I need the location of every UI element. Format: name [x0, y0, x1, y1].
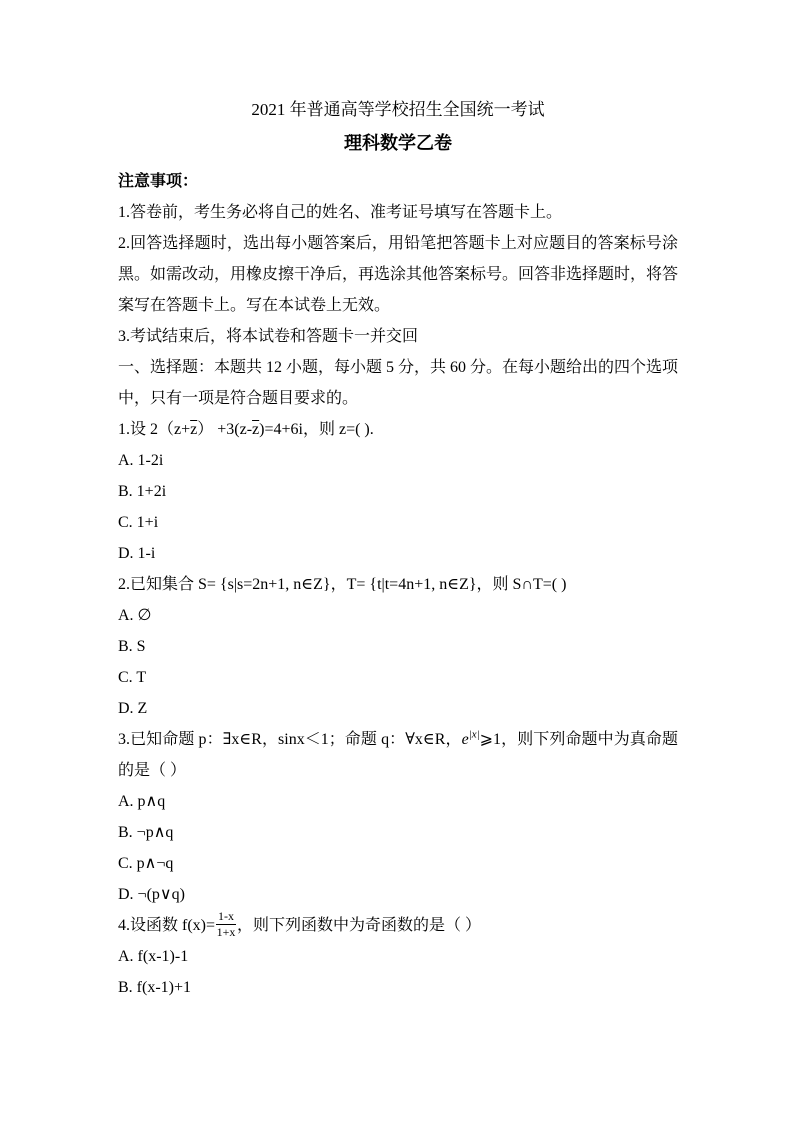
- question-2-option-C: C. T: [118, 669, 147, 686]
- stem-text: ⩾1，则下列命题中为真命题的是（ ）: [118, 731, 678, 779]
- math-overline: $\overline{z}$: [190, 421, 198, 438]
- stem-text: ，则下列函数中为奇函数的是（ ）: [237, 917, 482, 934]
- notice-heading: 注意事项：: [118, 173, 199, 190]
- question-3-option-A: A. p∧q: [118, 793, 166, 810]
- stem-text: )=4+6i，则 z=( ).: [259, 421, 374, 438]
- question-1-stem: [118, 414, 678, 445]
- math-italic: e: [461, 731, 469, 748]
- question-4-stem: [118, 910, 678, 941]
- section-intro: 一、选择题：本题共 12 小题，每小题 5 分，共 60 分。在每小题给出的四个选项中，只有一项是符合题目要求的。: [118, 359, 679, 407]
- question-4-option-B: B. f(x-1)+1: [118, 979, 192, 996]
- question-2-option-A: A. ∅: [118, 607, 152, 624]
- question-1-option-D: D. 1-i: [118, 545, 156, 562]
- math-overline: $\overline{z}$: [252, 421, 260, 438]
- page-content: [118, 166, 678, 1003]
- stem-text: 3.已知命题 p：∃x∈R，sinx＜1；命题 q：∀x∈R，: [118, 731, 462, 748]
- question-list: [118, 414, 678, 1003]
- notice-item-3: 3.考试结束后，将本试卷和答题卡一并交回: [118, 328, 419, 345]
- question-1-option-A: A. 1-2i: [118, 452, 164, 469]
- fraction-denominator: 1+x: [216, 924, 236, 939]
- question-3-option-C: C. p∧¬q: [118, 855, 174, 872]
- question-3-option-D: D. ¬(p∨q): [118, 886, 185, 903]
- question-3-option-B: B. ¬p∧q: [118, 824, 174, 841]
- stem-text: 2.已知集合 S= {s|s=2n+1, n∈Z}，T= {t|t=4n+1, n∈Z}，则 S∩T=( ): [118, 576, 567, 593]
- question-1-option-B: B. 1+2i: [118, 483, 167, 500]
- stem-text: ） +3(z-: [197, 421, 253, 438]
- question-2-option-D: D. Z: [118, 700, 148, 717]
- math-fraction: [215, 910, 237, 939]
- page-subtitle: 理科数学乙卷: [344, 133, 452, 153]
- question-2-option-B: B. S: [118, 638, 146, 655]
- question-2-stem: [118, 569, 678, 600]
- math-sup: |x|: [468, 728, 480, 741]
- question-3-stem: [118, 724, 678, 786]
- stem-text: 1.设 2（z+: [118, 421, 191, 438]
- question-1-option-C: C. 1+i: [118, 514, 159, 531]
- notice-item-1: 1.答卷前，考生务必将自己的姓名、准考证号填写在答题卡上。: [118, 204, 563, 221]
- stem-text: 4.设函数 f(x)=: [118, 917, 216, 934]
- fraction-numerator: 1-x: [218, 908, 235, 923]
- notice-item-2: 2.回答选择题时，选出每小题答案后，用铅笔把答题卡上对应题目的答案标号涂黑。如需改动，用橡皮擦干净后，再选涂其他答案标号。回答非选择题时，将答案写在答题卡上。写在本试卷上无效。: [118, 235, 679, 314]
- page-title: 2021 年普通高等学校招生全国统一考试: [251, 100, 545, 119]
- question-4-option-A: A. f(x-1)-1: [118, 948, 189, 965]
